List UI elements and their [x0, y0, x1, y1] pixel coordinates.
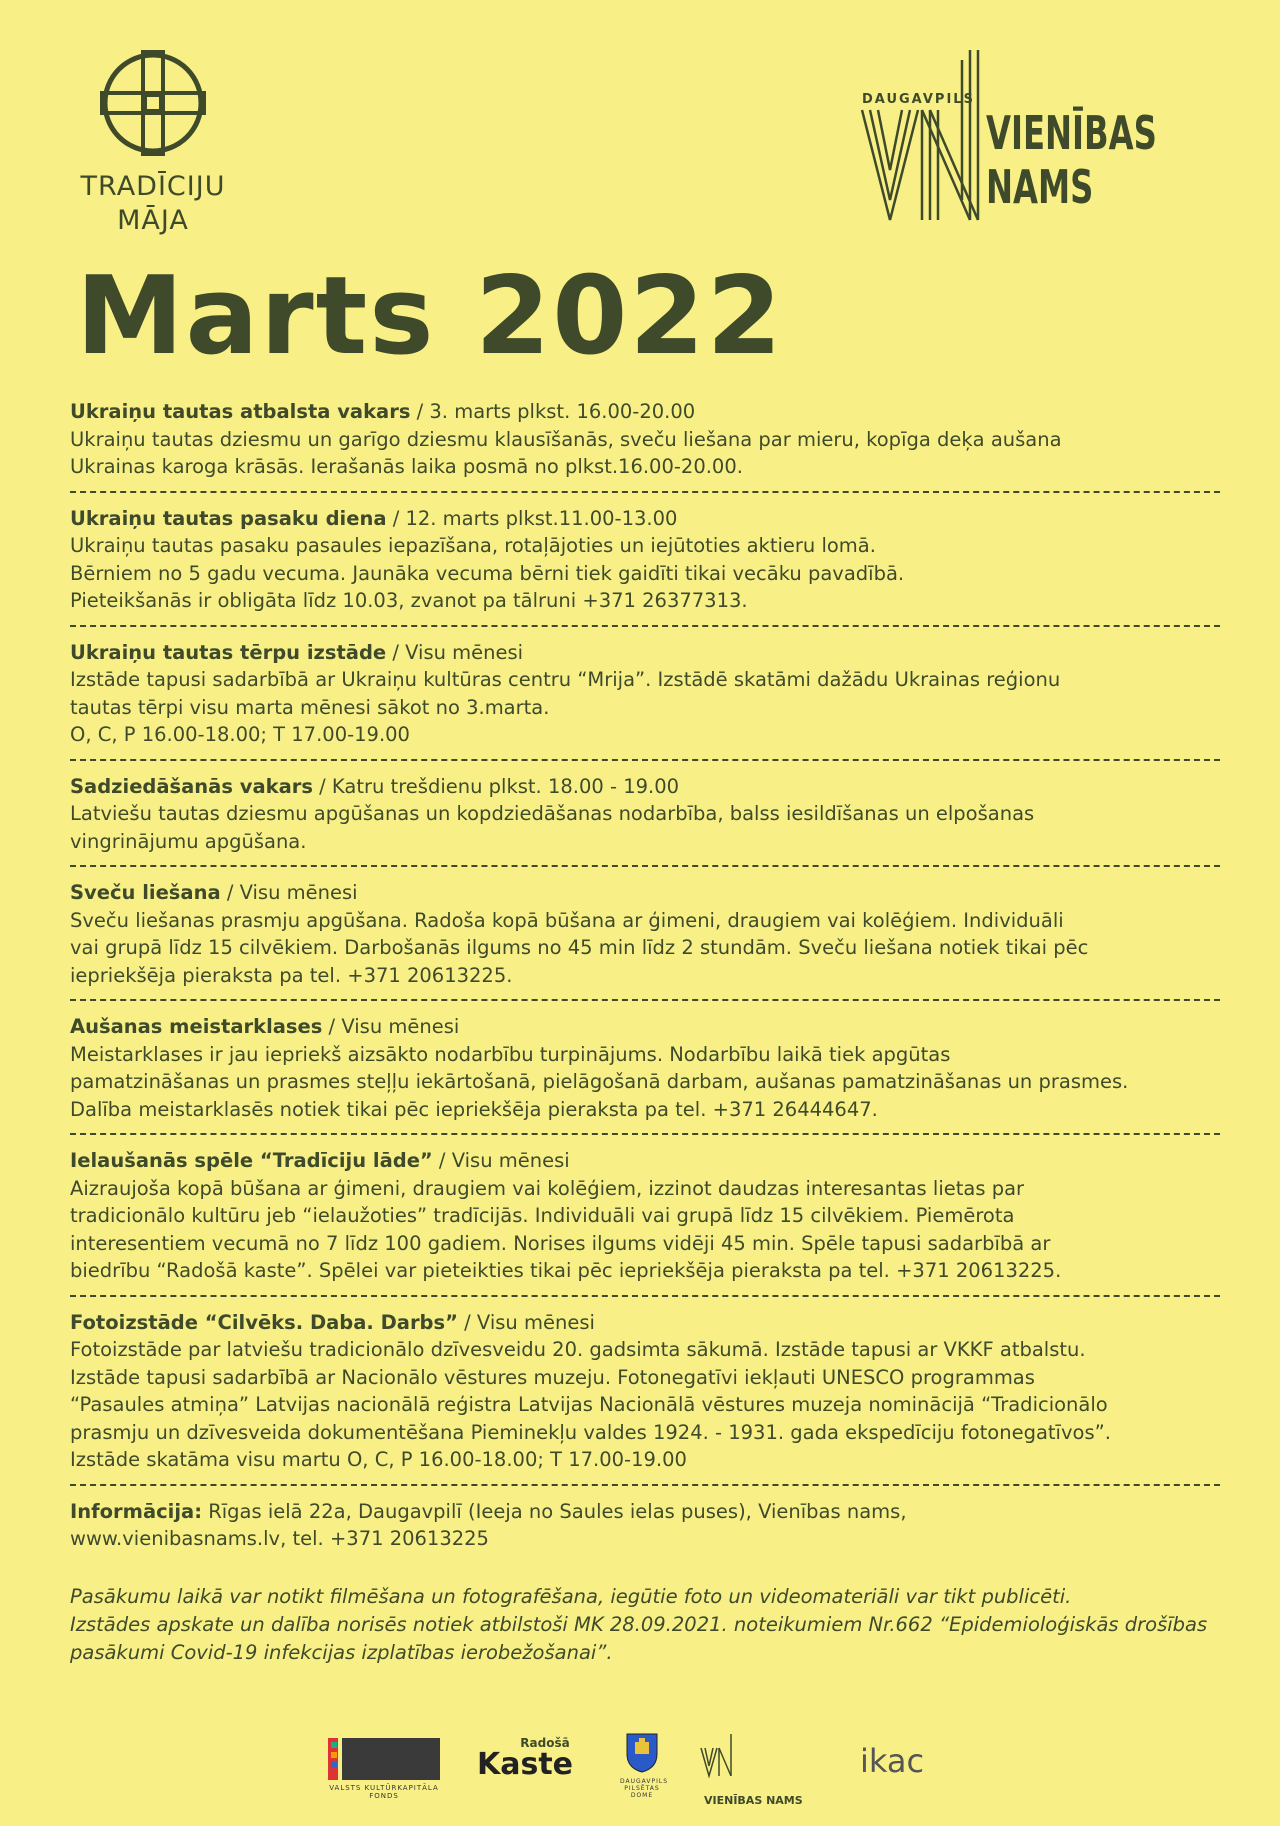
event-when: / 3. marts plkst. 16.00-20.00	[410, 400, 696, 423]
event-description-line: Aizraujoša kopā būšana ar ģimeni, draugiem vai kolēģiem, izzinot daudzas interesantas lietas par	[70, 1176, 1025, 1200]
event-description-line: “Pasaules atmiņa” Latvijas nacionālā reģistra Latvijas Nacionālā vēstures muzeja nominācijā “Tradicionālo	[70, 1393, 1108, 1416]
event-description-line: interesentiem vecumā no 7 līdz 100 gadiem. Norises ilgums vidēji 45 min. Spēle tapusi sadarbībā ar	[70, 1231, 1051, 1255]
ikac-text: ikac	[860, 1742, 925, 1780]
event-description-line: Latviešu tautas dziesmu apgūšanas un kopdziedāšanas nodarbība, balss iesildīšanas un elpošanas	[70, 802, 1035, 825]
vn-small-logo	[700, 1734, 820, 1807]
event-item	[70, 1013, 1220, 1129]
event-name: Sadziedāšanās vakars	[70, 774, 313, 798]
event-description-line: Bērniem no 5 gadu vecuma. Jaunāka vecuma bērni tiek gaidīti tikai vecāku pavadībā.	[70, 561, 905, 585]
event-when: / Visu mēnesi	[386, 640, 524, 664]
event-when: / Katru trešdienu plkst. 18.00 - 19.00	[312, 774, 680, 798]
event-heading	[70, 398, 1220, 426]
dashed-divider	[70, 999, 1220, 1001]
event-heading	[70, 1147, 1220, 1175]
event-description-line: O, C, P 16.00-18.00; T 17.00-19.00	[70, 723, 410, 746]
tradiciju-maja-logo	[68, 48, 238, 238]
dashed-divider	[70, 1484, 1220, 1486]
radosa-main-text: Kaste	[476, 1747, 574, 1782]
event-name: Aušanas meistarklases	[70, 1015, 323, 1038]
event-description-line: pamatzināšanas un prasmes steļļu iekārtošanā, pielāgošanā darbam, aušanas pamatzināšanas un prasmes.	[70, 1070, 1129, 1093]
dashed-divider	[70, 491, 1220, 493]
logo-city: DAUGAVPILS	[862, 92, 975, 107]
radosa-kaste-logo	[470, 1736, 580, 1780]
events-list	[70, 398, 1220, 1667]
event-name: Fotoizstāde “Cilvēks. Daba. Darbs”	[70, 1310, 458, 1334]
dashed-divider	[70, 625, 1220, 627]
event-heading	[70, 773, 1220, 801]
notice-line: Pasākumu laikā var notikt filmēšana un fotografēšana, iegūtie foto un videomateriāli var tikt publicēti.	[70, 1584, 1072, 1608]
event-name: Ukraiņu tautas pasaku diena	[70, 506, 387, 530]
info-label: Informācija:	[70, 1499, 202, 1523]
event-name: Sveču liešana	[70, 881, 221, 904]
dashed-divider	[70, 1133, 1220, 1135]
vn-monogram-icon	[860, 50, 980, 230]
event-description-line: Ukraiņu tautas pasaku pasaules iepazīšana, rotaļājoties un iejūtoties aktieru lomā.	[70, 534, 876, 557]
dashed-divider	[70, 865, 1220, 867]
event-heading	[70, 1013, 1220, 1041]
event-when: / Visu mēnesi	[432, 1149, 570, 1172]
info-block	[70, 1498, 1220, 1553]
event-item	[70, 1309, 1220, 1480]
event-heading	[70, 879, 1220, 907]
logo-name-line2: MĀJA	[117, 205, 189, 236]
vn-small-monogram-icon	[700, 1734, 734, 1778]
event-heading	[70, 1309, 1220, 1337]
event-description-line: prasmju un dzīvesveida dokumentēšana Pieminekļu valdes 1924. - 1931. gada ekspedīciju fotonegatīvos”.	[70, 1420, 1111, 1444]
event-description-line: Izstāde skatāma visu martu O, C, P 16.00-18.00; T 17.00-19.00	[70, 1448, 687, 1471]
event-description-line: Meistarklases ir jau iepriekš aizsākto nodarbību turpinājums. Nodarbību laikā tiek apgūtas	[70, 1042, 951, 1066]
event-item	[70, 398, 1220, 487]
vkkf-mark-icon	[328, 1738, 440, 1780]
ikac-logo	[860, 1742, 960, 1780]
event-item	[70, 773, 1220, 862]
event-heading	[70, 639, 1220, 667]
tradiciju-maja-emblem-icon	[98, 48, 208, 158]
event-name: Ukraiņu tautas atbalsta vakars	[70, 400, 411, 423]
event-item	[70, 879, 1220, 995]
vkkf-text: VALSTS KULTŪRKAPITĀLA FONDS	[329, 1784, 439, 1800]
notice-block	[70, 1583, 1220, 1667]
vn-small-text: VIENĪBAS NAMS	[704, 1794, 803, 1807]
dashed-divider	[70, 1295, 1220, 1297]
sponsor-logos	[320, 1730, 1240, 1807]
vkkf-logo	[328, 1738, 440, 1800]
daugavpils-coat-of-arms-icon	[625, 1732, 659, 1774]
dashed-divider	[70, 759, 1220, 761]
event-when: / Visu mēnesi	[322, 1015, 460, 1038]
event-description-line: iepriekšēja pieraksta pa tel. +371 20613225.	[70, 963, 513, 987]
event-when: / 12. marts plkst.11.00-13.00	[386, 506, 678, 530]
event-item	[70, 505, 1220, 621]
event-description-line: Pieteikšanās ir obligāta līdz 10.03, zvanot pa tālruni +371 26377313.	[70, 589, 748, 612]
vienibas-nams-logo	[860, 50, 1220, 230]
event-item	[70, 1147, 1220, 1291]
event-description-line: vai grupā līdz 15 cilvēkiem. Darbošanās ilgums no 45 min līdz 2 stundām. Sveču liešana notiek tikai pēc	[70, 936, 1089, 959]
event-when: / Visu mēnesi	[220, 881, 358, 904]
notice-line: pasākumi Covid-19 infekcijas izplatības ierobežošanai”.	[70, 1640, 613, 1664]
event-description-line: biedrību “Radošā kaste”. Spēlei var pieteikties tikai pēc iepriekšēja pieraksta pa tel. +371 20613225.	[70, 1259, 1062, 1282]
event-name: Ukraiņu tautas tērpu izstāde	[70, 640, 387, 664]
event-description-line: Ukraiņu tautas dziesmu un garīgo dziesmu klausīšanās, sveču liešana par mieru, kopīga deķa aušana	[70, 427, 1062, 451]
event-description-line: tradicionālo kultūru jeb “ielaužoties” tradīcijās. Individuāli vai grupā līdz 15 cilvēkiem. Piemērota	[70, 1204, 1015, 1227]
daugavpils-text: DAUGAVPILS PILSĒTAS DOME	[620, 1778, 669, 1799]
event-description-line: vingrinājumu apgūšana.	[70, 829, 307, 853]
radosa-top-text: Radošā	[520, 1736, 570, 1750]
notice-line: Izstādes apskate un dalība norisēs notiek atbilstoši MK 28.09.2021. noteikumiem Nr.662 “Epidemioloģiskās drošības	[70, 1612, 1208, 1636]
event-item	[70, 639, 1220, 755]
logo-vienibas-nams: VIENĪBAS NAMS	[986, 106, 1157, 214]
info-website: www.vienibasnams.lv, tel. +371 20613225	[70, 1527, 489, 1550]
event-name: Ielaušanās spēle “Tradīciju lāde”	[70, 1149, 433, 1172]
event-description-line: Izstāde tapusi sadarbībā ar Ukraiņu kultūras centru “Mrija”. Izstādē skatāmi dažādu Ukrainas reģionu	[70, 668, 1061, 691]
info-address: Rīgas ielā 22a, Daugavpilī (Ieeja no Saules ielas puses), Vienības nams,	[202, 1499, 907, 1523]
event-description-line: Dalība meistarklasēs notiek tikai pēc iepriekšēja pieraksta pa tel. +371 26444647.	[70, 1097, 878, 1121]
event-description-line: Ukrainas karoga krāsās. Ierašanās laika posmā no plkst.16.00-20.00.	[70, 455, 743, 478]
event-description-line: tautas tērpi visu marta mēnesi sākot no 3.marta.	[70, 695, 550, 719]
event-when: / Visu mēnesi	[457, 1310, 595, 1334]
logo-name-line1: TRADĪCIJU	[80, 171, 226, 202]
page-title: Marts 2022	[76, 254, 784, 379]
event-description-line: Fotoizstāde par latviešu tradicionālo dzīvesveidu 20. gadsimta sākumā. Izstāde tapusi ar VKKF atbalstu.	[70, 1338, 1086, 1361]
event-description-line: Izstāde tapusi sadarbībā ar Nacionālo vēstures muzeju. Fotonegatīvi iekļauti UNESCO programmas	[70, 1365, 1035, 1389]
daugavpils-dome-logo	[620, 1732, 669, 1799]
event-heading	[70, 505, 1220, 533]
event-description-line: Sveču liešanas prasmju apgūšana. Radoša kopā būšana ar ģimeni, draugiem vai kolēģiem. Individuāli	[70, 908, 1064, 932]
